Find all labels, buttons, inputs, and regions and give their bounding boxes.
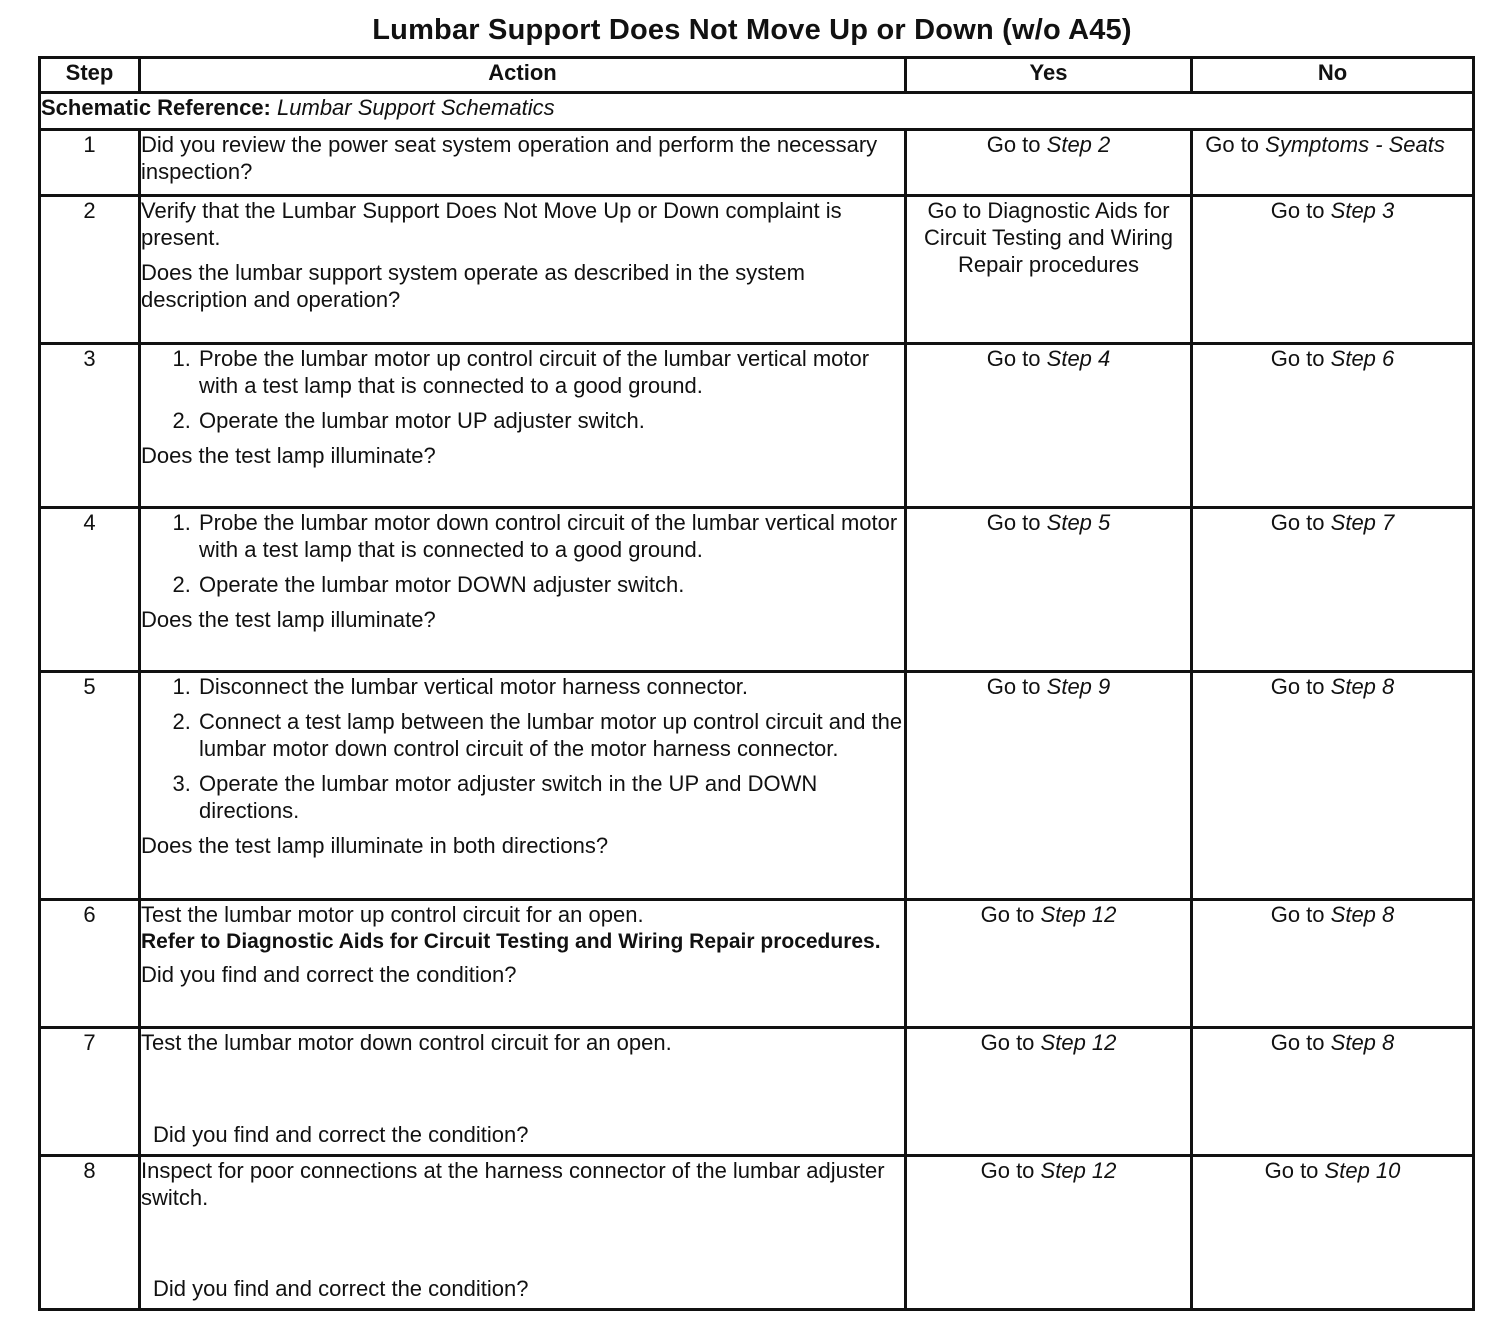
action-text: Inspect for poor connections at the harness connector of the lumbar adjuster switch.: [141, 1158, 885, 1210]
substep: 3. Operate the lumbar motor adjuster switch in the UP and DOWN directions.: [197, 770, 904, 824]
go-to-label: Go to: [980, 1158, 1035, 1183]
yes-cell: [906, 508, 1192, 672]
page-title: Lumbar Support Does Not Move Up or Down (w/o A45): [372, 14, 1132, 46]
yes-step-link[interactable]: Step 12: [1040, 1030, 1117, 1055]
action-question: Did you find and correct the condition?: [153, 1122, 529, 1147]
go-to-label: Go to: [1270, 902, 1325, 927]
substep: 2. Connect a test lamp between the lumbar motor up control circuit and the lumbar motor down control circuit of the motor harness connector.: [197, 708, 904, 762]
action-question: Did you find and correct the condition?: [153, 1276, 529, 1301]
go-to-label: Go to: [980, 902, 1035, 927]
substep-list: [141, 345, 904, 434]
yes-cell: [906, 672, 1192, 900]
action-question: Does the test lamp illuminate in both directions?: [141, 833, 609, 858]
no-step-link[interactable]: Step 3: [1330, 198, 1395, 223]
go-to-label: Go to: [1205, 132, 1260, 157]
go-to-label: Go to: [1270, 1030, 1325, 1055]
no-cell: [1192, 130, 1474, 196]
step-action: [140, 196, 906, 344]
step-row: [40, 1028, 1474, 1156]
no-step-link[interactable]: Step 10: [1324, 1158, 1401, 1183]
yes-step-link[interactable]: Step 2: [1046, 132, 1111, 157]
step-number: 5: [40, 672, 140, 900]
header-action: Action: [140, 58, 906, 93]
header-row: [40, 58, 1474, 93]
yes-step-link[interactable]: Step 5: [1046, 510, 1111, 535]
step-number: 7: [40, 1028, 140, 1156]
action-text: Test the lumbar motor up control circuit for an open.: [141, 902, 644, 927]
substep: 2. Operate the lumbar motor UP adjuster switch.: [197, 407, 904, 434]
step-row: [40, 130, 1474, 196]
no-step-link[interactable]: Step 8: [1330, 1030, 1395, 1055]
no-cell: [1192, 1028, 1474, 1156]
yes-cell: [906, 1156, 1192, 1310]
action-question: Does the test lamp illuminate?: [141, 443, 436, 468]
go-to-label: Go to: [980, 1030, 1035, 1055]
substep: 1. Probe the lumbar motor down control circuit of the lumbar vertical motor with a test lamp that is connected to a good ground.: [197, 509, 904, 563]
go-to-label: Go to: [1270, 510, 1325, 535]
yes-step-link[interactable]: Step 9: [1046, 674, 1111, 699]
step-row: [40, 1156, 1474, 1310]
step-action: [140, 1028, 906, 1156]
step-row: [40, 344, 1474, 508]
substep: 1. Probe the lumbar motor up control circuit of the lumbar vertical motor with a test lamp that is connected to a good ground.: [197, 345, 904, 399]
go-to-label: Go to: [986, 132, 1041, 157]
yes-diagnostic-aids-link[interactable]: Go to Diagnostic Aids for Circuit Testing and Wiring Repair procedures: [923, 198, 1174, 277]
schematic-reference-row: [40, 93, 1474, 130]
action-text: Verify that the Lumbar Support Does Not Move Up or Down complaint is present.: [141, 198, 842, 250]
step-number: 4: [40, 508, 140, 672]
step-action: [140, 130, 906, 196]
go-to-label: Go to: [1270, 674, 1325, 699]
yes-cell: [906, 130, 1192, 196]
no-cell: [1192, 1156, 1474, 1310]
step-number: 2: [40, 196, 140, 344]
no-cell: [1192, 196, 1474, 344]
step-row: [40, 508, 1474, 672]
no-step-link[interactable]: Step 8: [1330, 902, 1395, 927]
no-step-link[interactable]: Step 8: [1330, 674, 1395, 699]
action-question: Did you find and correct the condition?: [141, 962, 517, 987]
action-text: Test the lumbar motor down control circuit for an open.: [141, 1030, 672, 1055]
no-cell: [1192, 508, 1474, 672]
step-row: [40, 672, 1474, 900]
diagnostic-aids-reference[interactable]: Refer to Diagnostic Aids for Circuit Testing and Wiring Repair procedures.: [141, 930, 881, 953]
schematic-reference-link[interactable]: Lumbar Support Schematics: [277, 95, 555, 120]
no-step-link[interactable]: Symptoms - Seats: [1265, 132, 1445, 157]
action-question: Does the lumbar support system operate as described in the system description and operation?: [141, 260, 805, 312]
schematic-reference: [40, 93, 1474, 130]
no-cell: [1192, 344, 1474, 508]
go-to-label: Go to: [986, 510, 1041, 535]
no-cell: [1192, 900, 1474, 1028]
go-to-label: Go to: [1270, 346, 1325, 371]
action-question: Does the test lamp illuminate?: [141, 607, 436, 632]
step-row: [40, 196, 1474, 344]
step-action: [140, 672, 906, 900]
header-no: No: [1192, 58, 1474, 93]
no-step-link[interactable]: Step 7: [1330, 510, 1395, 535]
diagnostic-table: [38, 56, 1475, 1311]
schematic-reference-label: Schematic Reference:: [41, 95, 271, 120]
go-to-label: Go to: [1270, 198, 1325, 223]
step-row: [40, 900, 1474, 1028]
go-to-label: Go to: [986, 674, 1041, 699]
header-yes: Yes: [906, 58, 1192, 93]
step-action: [140, 1156, 906, 1310]
step-number: 1: [40, 130, 140, 196]
step-action: [140, 344, 906, 508]
go-to-label: Go to: [986, 346, 1041, 371]
yes-cell: [906, 344, 1192, 508]
substep-list: [141, 509, 904, 598]
yes-step-link[interactable]: Step 12: [1040, 902, 1117, 927]
no-cell: [1192, 672, 1474, 900]
step-action: [140, 900, 906, 1028]
yes-cell: [906, 1028, 1192, 1156]
step-number: 3: [40, 344, 140, 508]
substep-list: [141, 673, 904, 824]
go-to-label: Go to: [1264, 1158, 1319, 1183]
substep: 1. Disconnect the lumbar vertical motor harness connector.: [197, 673, 904, 700]
substep: 2. Operate the lumbar motor DOWN adjuster switch.: [197, 571, 904, 598]
header-step: Step: [40, 58, 140, 93]
step-number: 6: [40, 900, 140, 1028]
yes-step-link[interactable]: Step 4: [1046, 346, 1111, 371]
step-action: [140, 508, 906, 672]
yes-step-link[interactable]: Step 12: [1040, 1158, 1117, 1183]
action-text: Did you review the power seat system operation and perform the necessary inspection?: [141, 132, 878, 184]
no-step-link[interactable]: Step 6: [1330, 346, 1395, 371]
yes-cell: [906, 900, 1192, 1028]
yes-cell: [906, 196, 1192, 344]
step-number: 8: [40, 1156, 140, 1310]
